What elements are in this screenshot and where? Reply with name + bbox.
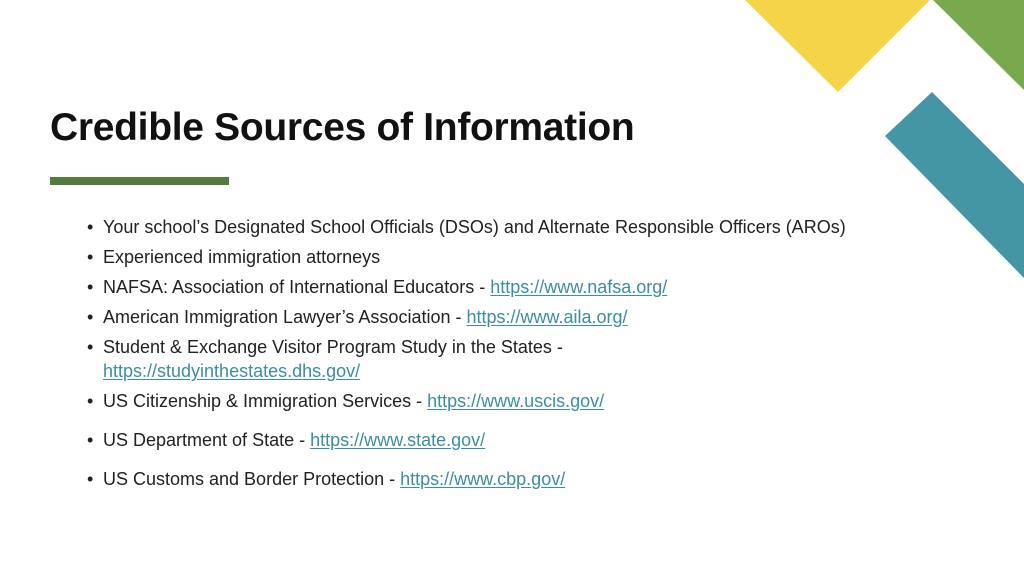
slide-title: Credible Sources of Information [50,106,635,149]
list-item-sevp [87,335,867,383]
nafsa-link[interactable]: https://www.nafsa.org/ [490,277,668,297]
cbp-link[interactable]: https://www.cbp.gov/ [400,469,566,489]
list-item-text: US Citizenship & Immigration Services - [103,391,428,411]
aila-link[interactable]: https://www.aila.org/ [466,307,628,327]
list-item-nafsa [87,275,867,299]
sources-list [87,215,867,497]
uscis-link[interactable]: https://www.uscis.gov/ [427,391,605,411]
state-gov-link[interactable]: https://www.state.gov/ [310,430,486,450]
yellow-triangle [745,0,930,92]
teal-band [885,92,1024,278]
study-in-the-states-link[interactable]: https://studyinthestates.dhs.gov/ [103,361,361,381]
list-item-text: NAFSA: Association of International Educators - [103,277,491,297]
list-item-text: Your school’s Designated School Officials (DSOs) and Alternate Responsible Officers (AROs) [103,217,846,237]
list-item-text: US Customs and Border Protection - [103,469,401,489]
list-item-cbp [87,467,867,491]
list-item-text: US Department of State - [103,430,311,450]
list-item-aila [87,305,867,329]
green-triangle [933,0,1024,90]
title-underline [50,177,229,185]
list-item-text: American Immigration Lawyer’s Association - [103,307,467,327]
list-item-dso [87,215,867,239]
list-item-text: Experienced immigration attorneys [103,247,381,267]
list-item-state-dept [87,428,867,452]
list-item-uscis [87,389,867,413]
list-item-text: Student & Exchange Visitor Program Study in the States - [103,337,563,357]
list-item-attorneys [87,245,867,269]
